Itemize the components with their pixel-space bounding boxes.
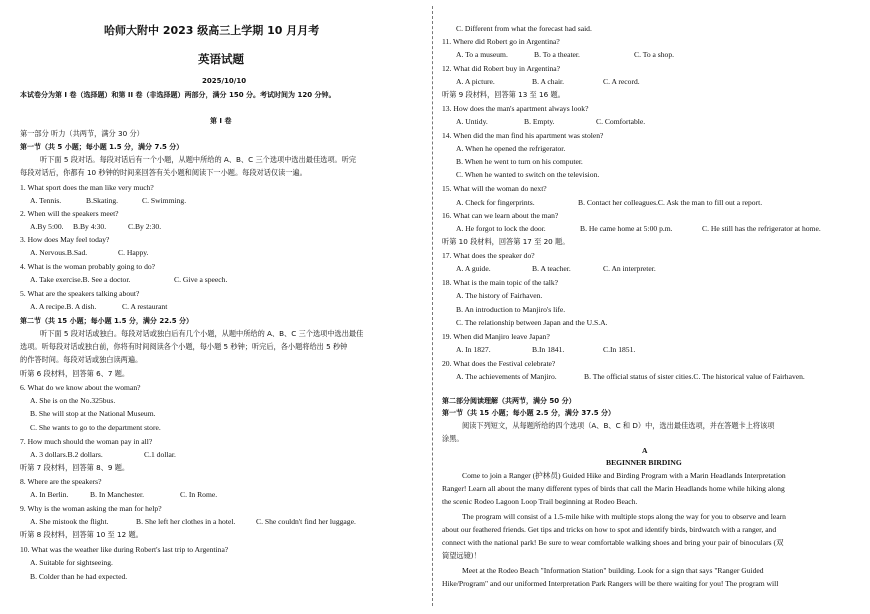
section2-instructions-1: 听下面 5 段对话或独白。每段对话或独白后有几个小题，从题中所给的 A、B、C 三个选项中选出最佳 xyxy=(40,329,364,338)
q11-option-c: C. To a shop. xyxy=(634,50,675,59)
q1-option-c: C. Swimming. xyxy=(142,196,187,205)
q13-option-c: C. Comfortable. xyxy=(596,117,646,126)
passage-line: connect with the national park! Be sure to wear comfortable walking shoes and bring your pair of binoculars (双 xyxy=(442,538,784,547)
passage-line: The program will consist of a 1.5-mile hike with multiple stops along the way for you to observe and learn xyxy=(462,512,786,521)
q14-option-a: A. When he opened the refrigerator. xyxy=(456,144,566,153)
q7-options xyxy=(30,450,176,460)
material-9-note: 听第 9 段材料，回答第 13 至 16 题。 xyxy=(442,90,565,99)
question-19: 19. When did Manjiro leave Japan? xyxy=(442,332,550,341)
instructions: 本试卷分为第 I 卷（选择题）和第 II 卷（非选择题）两部分，满分 150 分。考试时间为 120 分钟。 xyxy=(20,91,336,99)
q2-option-c: C.By 2:30. xyxy=(128,222,162,231)
section1-instructions-2: 每段对话后，你都有 10 秒钟的时间来回答有关小题和阅读下一小题。每段对话仅读一遍。 xyxy=(20,168,307,177)
material-7-note: 听第 7 段材料，回答第 8、9 题。 xyxy=(20,463,130,472)
part2-title: 第二部分阅读理解（共两节，满分 50 分） xyxy=(442,397,576,405)
question-14: 14. When did the man find his apartment was stolen? xyxy=(442,131,604,140)
q15-option-a: A. Check for fingerprints. xyxy=(456,198,535,207)
q17-option-c: C. An interpreter. xyxy=(603,264,656,273)
q2-option-b: B.By 4:30. xyxy=(73,222,107,231)
q13-option-a: A. Untidy. xyxy=(456,117,488,126)
q19-options xyxy=(456,345,636,355)
school-title: 哈师大附中 2023 级高三上学期 10 月月考 xyxy=(104,24,320,37)
question-12: 12. What did Robert buy in Argentina? xyxy=(442,64,561,73)
q18-option-a: A. The history of Fairhaven. xyxy=(456,291,543,300)
question-5: 5. What are the speakers talking about? xyxy=(20,289,140,298)
q19-option-b: B.In 1841. xyxy=(532,345,565,354)
q12-option-c: C. A record. xyxy=(603,77,640,86)
part1-title: 第一部分 听力（共两节，满分 30 分） xyxy=(20,129,144,138)
q18-option-b: B. An introduction to Manjiro's life. xyxy=(456,305,566,314)
question-8: 8. Where are the speakers? xyxy=(20,477,102,486)
passage-line: 筒望远镜)！ xyxy=(442,551,481,560)
q11-options xyxy=(456,50,675,60)
question-15: 15. What will the woman do next? xyxy=(442,184,547,193)
part2-instructions-2: 涂黑。 xyxy=(442,434,464,443)
q17-option-b: B. A teacher. xyxy=(532,264,571,273)
passage-line: Ranger! Learn all about the many different types of birds that call the Marin Headlands home while hiking along xyxy=(442,484,785,493)
q17-options xyxy=(456,264,656,274)
q8-option-a: A. In Berlin. xyxy=(30,490,69,499)
question-7: 7. How much should the woman pay in all? xyxy=(20,437,153,446)
q5-options xyxy=(30,302,168,312)
q18-option-c: C. The relationship between Japan and the U.S.A. xyxy=(456,318,608,327)
question-11: 11. Where did Robert go in Argentina? xyxy=(442,37,560,46)
passage-letter: A xyxy=(642,446,648,455)
q20-options xyxy=(456,372,805,382)
part2-instructions-1: 阅读下列短文，从每题所给的四个选项（A、B、C 和 D）中，选出最佳选项，并在答题卡上将该项 xyxy=(462,421,775,430)
q8-options xyxy=(30,490,218,500)
section2-instructions-2: 选项。听每段对话或独白前，你将有时间阅读各个小题，每小题 5 秒钟；听完后，各小题将给出 5 秒钟 xyxy=(20,342,348,351)
q2-option-a: A.By 5:00. xyxy=(30,222,64,231)
question-10: 10. What was the weather like during Robert's last trip to Argentina? xyxy=(20,545,229,554)
q8-option-c: C. In Rome. xyxy=(180,490,218,499)
q5-option-c: C. A restaurant xyxy=(122,302,168,311)
section1-title: 第一节（共 5 小题；每小题 1.5 分，满分 7.5 分） xyxy=(20,143,184,151)
section2-title: 第二节（共 15 小题；每小题 1.5 分，满分 22.5 分） xyxy=(20,317,194,325)
question-16: 16. What can we learn about the man? xyxy=(442,211,559,220)
q15-options xyxy=(456,198,763,208)
q6-option-b: B. She will stop at the National Museum. xyxy=(30,409,156,418)
q7-option-ab: A. 3 dollars.B.2 dollars. xyxy=(30,450,103,459)
q6-option-c: C. She wants to go to the department store. xyxy=(30,423,161,432)
q16-option-b: B. He came home at 5:00 p.m. xyxy=(580,224,673,233)
question-17: 17. What does the speaker do? xyxy=(442,251,535,260)
q10-option-a: A. Suitable for sightseeing. xyxy=(30,558,113,567)
q20-option-a: A. The achievements of Manjiro. xyxy=(456,372,557,381)
q16-option-c: C. He still has the refrigerator at home. xyxy=(702,224,821,233)
question-1: 1. What sport does the man like very much? xyxy=(20,183,154,192)
q14-option-b: B. When he went to turn on his computer. xyxy=(456,157,583,166)
subject-title: 英语试题 xyxy=(198,52,244,66)
passage-line: about our feathered friends. Get tips and tricks on how to spot and identify birds, birdwatch with a ranger, and xyxy=(442,525,777,534)
q4-option-c: C. Give a speech. xyxy=(174,275,228,284)
q19-option-a: A. In 1827. xyxy=(456,345,491,354)
material-8-note: 听第 8 段材料，回答第 10 至 12 题。 xyxy=(20,530,143,539)
question-3: 3. How does May feel today? xyxy=(20,235,110,244)
column-divider xyxy=(432,6,434,606)
q17-option-a: A. A guide. xyxy=(456,264,491,273)
q1-options xyxy=(30,196,187,206)
q9-option-b: B. She left her clothes in a hotel. xyxy=(136,517,236,526)
q12-option-a: A. A picture. xyxy=(456,77,495,86)
q11-option-b: B. To a theater. xyxy=(534,50,580,59)
q12-option-b: B. A chair. xyxy=(532,77,565,86)
q9-options xyxy=(30,517,356,527)
section2-instructions-3: 的作答时间。每段对话或独白读两遍。 xyxy=(20,355,143,364)
part2-section1-title: 第一节（共 15 小题；每小题 2.5 分，满分 37.5 分） xyxy=(442,409,616,417)
q5-option-ab: A. A recipe.B. A dish. xyxy=(30,302,97,311)
q15-option-bc: B. Contact her colleagues.C. Ask the man to fill out a report. xyxy=(578,198,763,207)
passage-title: BEGINNER BIRDING xyxy=(606,458,682,467)
q16-options xyxy=(456,224,821,234)
q10-option-c: C. Different from what the forecast had said. xyxy=(456,24,592,33)
question-20: 20. What does the Festival celebrate? xyxy=(442,359,556,368)
question-9: 9. Why is the woman asking the man for help? xyxy=(20,504,162,513)
volume-heading: 第 I 卷 xyxy=(210,117,232,125)
q8-option-b: B. In Manchester. xyxy=(90,490,144,499)
q10-option-b: B. Colder than he had expected. xyxy=(30,572,128,581)
passage-line: Hike/Program" and our uniformed Interpretation Park Rangers will be there waiting for you! The program will xyxy=(442,579,779,588)
q9-option-a: A. She mistook the flight. xyxy=(30,517,109,526)
q7-option-c: C.1 dollar. xyxy=(144,450,176,459)
question-2: 2. When will the speakers meet? xyxy=(20,209,119,218)
question-18: 18. What is the main topic of the talk? xyxy=(442,278,559,287)
q4-options xyxy=(30,275,228,285)
question-13: 13. How does the man's apartment always look? xyxy=(442,104,589,113)
exam-date: 2025/10/10 xyxy=(202,77,247,85)
q6-option-a: A. She is on the No.325bus. xyxy=(30,396,116,405)
q9-option-c: C. She couldn't find her luggage. xyxy=(256,517,356,526)
q12-options xyxy=(456,77,640,87)
q3-option-c: C. Happy. xyxy=(118,248,149,257)
q14-option-c: C. When he wanted to switch on the television. xyxy=(456,170,600,179)
q11-option-a: A. To a museum. xyxy=(456,50,508,59)
q19-option-c: C.In 1851. xyxy=(603,345,636,354)
passage-line: the scenic Rodeo Lagoon Loop Trail beginning at Rodeo Beach. xyxy=(442,497,638,506)
passage-line: Meet at the Rodeo Beach "Information Station" building. Look for a sign that says "Ranger Guided xyxy=(462,566,764,575)
q1-option-a: A. Tennis. xyxy=(30,196,62,205)
q1-option-b: B.Skating. xyxy=(86,196,119,205)
question-4: 4. What is the woman probably going to do? xyxy=(20,262,156,271)
q2-options xyxy=(30,222,162,232)
passage-line: Come to join a Ranger (护林员) Guided Hike and Birding Program with a Marin Headlands Interpretation xyxy=(462,471,786,480)
q13-option-b: B. Empty. xyxy=(524,117,555,126)
q4-option-ab: A. Take exercise.B. See a doctor. xyxy=(30,275,131,284)
q20-option-bc: B. The official status of sister cities.C. The historical value of Fairhaven. xyxy=(584,372,805,381)
question-6: 6. What do we know about the woman? xyxy=(20,383,141,392)
q16-option-a: A. He forgot to lock the door. xyxy=(456,224,546,233)
q13-options xyxy=(456,117,646,127)
section1-instructions-1: 听下面 5 段对话。每段对话后有一个小题，从题中所给的 A、B、C 三个选项中选出最佳选项。听完 xyxy=(40,155,357,164)
q3-options xyxy=(30,248,149,258)
material-10-note: 听第 10 段材料，回答第 17 至 20 题。 xyxy=(442,237,570,246)
q3-option-ab: A. Nervous.B.Sad. xyxy=(30,248,88,257)
material-6-note: 听第 6 段材料，回答第 6、7 题。 xyxy=(20,369,130,378)
